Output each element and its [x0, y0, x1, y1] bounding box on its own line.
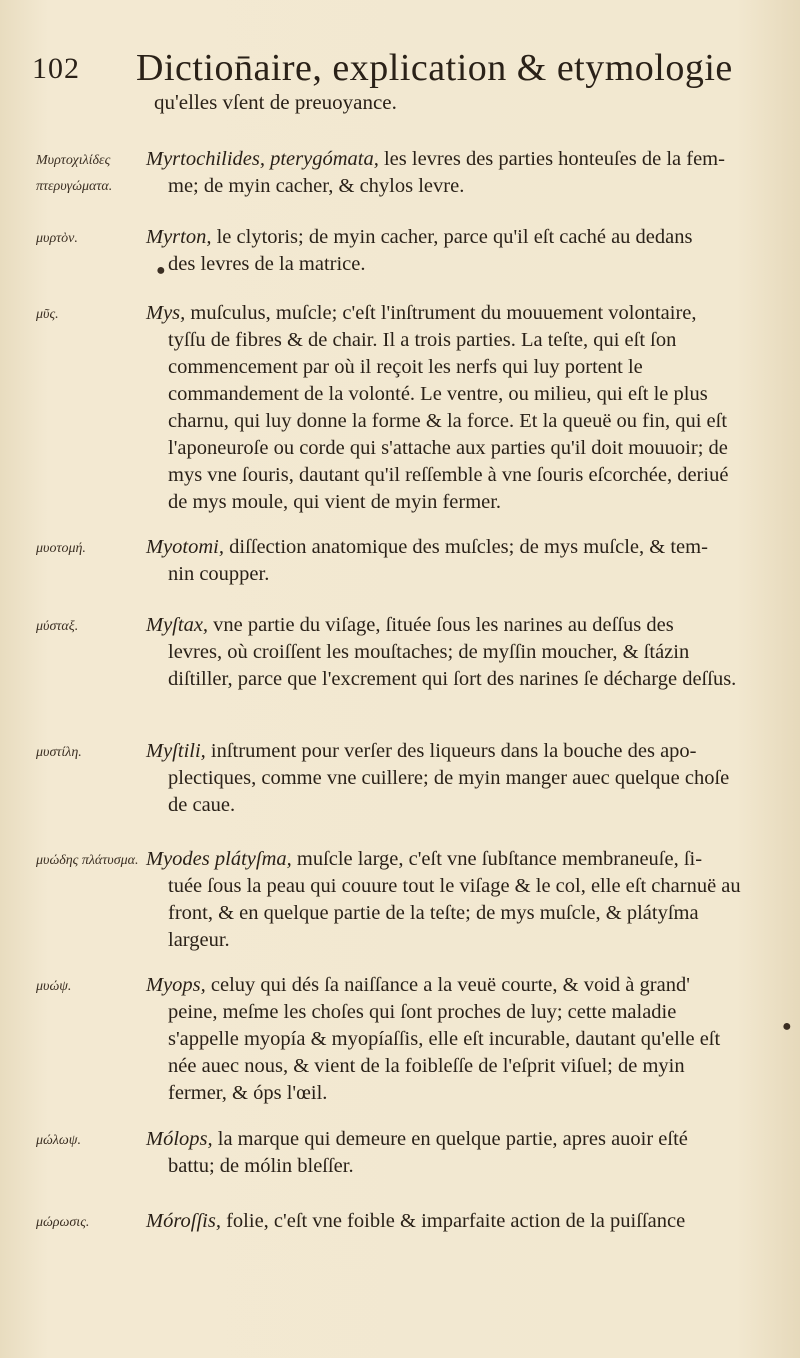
greek-marginal-term: μυοτομή. [36, 541, 86, 556]
headword: Myſtax, [146, 614, 209, 636]
greek-marginal-term: μυρτὸν. [36, 231, 78, 246]
entry-text: vne partie du viſage, ſituée ſous les narines au deſſus des [208, 614, 674, 636]
headword: Mólops, [146, 1128, 213, 1150]
greek-marginal-term: μώλωψ. [36, 1133, 81, 1148]
headword: Myſtili, [146, 740, 206, 762]
entry-continuation: levres, où croiſſent les mouſtaches; de myſſin moucher, & ſtázin diſtiller, parce que l'excrement qui ſort des narines ſe décharge deſſus. [168, 641, 737, 690]
headword: Mys, [146, 302, 186, 324]
entry-text: muſcle large, c'eſt vne ſubſtance membraneuſe, ſi- [291, 848, 703, 870]
headword: Myops, [146, 974, 206, 996]
entry-continuation: peine, meſme les choſes qui ſont proches de luy; cette maladie s'appelle myopía & myopíaſſis, elle eſt incurable, dautant qu'elle eſt née auec nous, & vient de la foibleſſe de l'eſprit viſuel; de myin fermer, & óps l'œil. [168, 1001, 721, 1104]
entry-continuation: tuée ſous la peau qui couure tout le viſage & le col, elle eſt charnuë au front, & en quelque partie de la teſte; de mys muſcle, & plátyſma largeur. [168, 875, 741, 951]
entry-body [146, 224, 746, 278]
greek-marginal-term: μυώψ. [36, 979, 72, 994]
headword: Myotomi, [146, 536, 224, 558]
page-number: 102 [32, 52, 80, 85]
entry-continuation: des levres de la matrice. [168, 253, 366, 275]
entry-continuation: battu; de mólin bleſſer. [168, 1155, 354, 1177]
entry-body [146, 738, 746, 819]
running-title: Diction̄aire, explication & etymologie [136, 47, 733, 89]
entry-continuation: plectiques, comme vne cuillere; de myin manger auec quelque choſe de caue. [168, 767, 730, 816]
headword: Móroſſis, [146, 1210, 221, 1232]
entry-body [146, 612, 746, 693]
entry-body [146, 146, 746, 200]
entry-text: celuy qui dés ſa naiſſance a la veuë courte, & void à grand' [205, 974, 690, 996]
entry-body [146, 846, 746, 954]
entry-continuation: tyſſu de fibres & de chair. Il a trois parties. La teſte, qui eſt ſon commencement par où il reçoit les nerfs qui luy portent le commandement de la volonté. Le ventre, ou milieu, qui eſt le plus charnu, qui luy donne la forme & la force. Et la queuë ou fin, qui eſt l'aponeuroſe ou corde qui s'attache aux parties qu'il doit mouuoir; de mys vne ſouris, dautant qu'il reſſemble à vne ſouris eſcorchée, deriué de mys moule, qui vient de myin fermer. [168, 329, 729, 513]
greek-marginal-term: μυώδης πλάτυσμα. [36, 853, 139, 868]
headword: Myrton, [146, 226, 212, 248]
carry-over-line: qu'elles vſent de preuoyance. [154, 90, 397, 114]
greek-marginal-term: μύσταξ. [36, 619, 79, 634]
entry-body [146, 1126, 746, 1180]
entry-text: folie, c'eſt vne foible & imparfaite action de la puiſſance [220, 1210, 686, 1232]
entry-text: la marque qui demeure en quelque partie, apres auoir eſté [212, 1128, 688, 1150]
headword: Myodes plátyſma, [146, 848, 292, 870]
entry-text: diſſection anatomique des muſcles; de mys muſcle, & tem- [224, 536, 708, 558]
entry-body [146, 300, 746, 516]
entry-body [146, 534, 746, 588]
entry-continuation: me; de myin cacher, & chylos levre. [168, 175, 465, 197]
greek-marginal-term: Μυρτοχιλίδες πτερυγώματα. [36, 153, 113, 194]
headword: Myrtochilides, pterygómata, [146, 148, 379, 170]
greek-marginal-term: μώρωσις. [36, 1215, 90, 1230]
entry-continuation: nin coupper. [168, 563, 270, 585]
ink-blot-mark: ● [782, 1018, 792, 1035]
entry-body [146, 1208, 746, 1235]
entry-text: le clytoris; de myin cacher, parce qu'il eſt caché au dedans [211, 226, 693, 248]
entry-text: les levres des parties honteuſes de la fem- [378, 148, 725, 170]
entry-text: inſtrument pour verſer des liqueurs dans la bouche des apo- [205, 740, 697, 762]
ink-blot-mark: ● [156, 262, 166, 279]
entry-text: muſculus, muſcle; c'eſt l'inſtrument du mouuement volontaire, [185, 302, 697, 324]
greek-marginal-term: μῦς. [36, 307, 59, 322]
entry-body [146, 972, 746, 1107]
greek-marginal-term: μυστίλη. [36, 745, 82, 760]
page-header [32, 46, 772, 96]
